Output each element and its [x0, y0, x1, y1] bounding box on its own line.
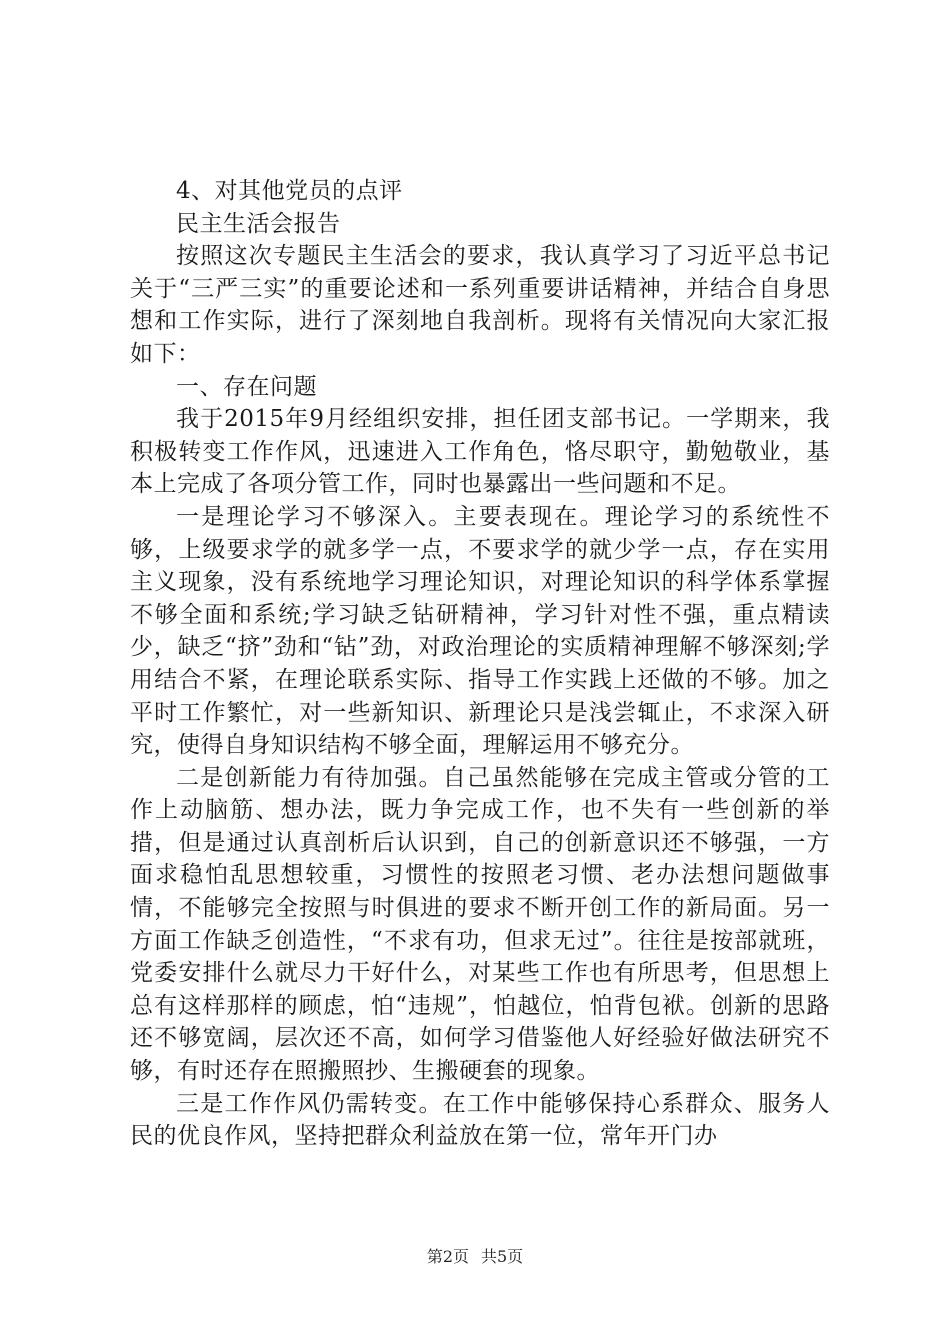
body-paragraph: 二是创新能力有待加强。自己虽然能够在完成主管或分管的工作上动脑筋、想办法，既力争完成工作，也不失有一些创新的举措，但是通过认真剖析后认识到，自己的创新意识还不够强，一方面求稳怕乱思想较重，习惯性的按照老习惯、老办法想问题做事情，不能够完全按照与时俱进的要求不断开创工作的新局面。另一方面工作缺乏创造性，“不求有功，但求无过”。往往是按部就班，党委安排什么就尽力干好什么，对某些工作也有所思考，但思想上总有这样那样的顾虑，怕“违规”，怕越位，怕背包袱。创新的思路还不够宽阔，层次还不高，如何学习借鉴他人好经验好做法研究不够，有时还存在照搬照抄、生搬硬套的现象。 — [130, 764, 830, 1085]
section-heading: 一、存在问题 — [176, 373, 317, 400]
body-paragraph: 我于2015年9月经组织安排，担任团支部书记。一学期来，我积极转变工作作风，迅速进入工作角色，恪尽职守，勤勉敬业，基本上完成了各项分管工作，同时也暴露出一些问题和不足。 — [130, 406, 830, 498]
page-total: 共5页 — [481, 1247, 524, 1266]
page-number: 第2页 — [426, 1247, 469, 1266]
report-title: 民主生活会报告 — [176, 210, 341, 237]
page-footer — [0, 1247, 950, 1267]
body-paragraph: 三是工作作风仍需转变。在工作中能够保持心系群众、服务人民的优良作风，坚持把群众利益放在第一位，常年开门办 — [130, 1090, 830, 1150]
document-body — [130, 175, 830, 1153]
list-item-heading: 4、对其他党员的点评 — [176, 178, 403, 204]
intro-paragraph: 按照这次专题民主生活会的要求，我认真学习了习近平总书记关于“三严三实”的重要论述和一系列重要讲话精神，并结合自身思想和工作实际，进行了深刻地自我剖析。现将有关情况向大家汇报如下： — [130, 243, 830, 367]
body-paragraph: 一是理论学习不够深入。主要表现在。理论学习的系统性不够，上级要求学的就多学一点，不要求学的就少学一点，存在实用主义现象，没有系统地学习理论知识，对理论知识的科学体系掌握不够全面和系统;学习缺乏钻研精神，学习针对性不强，重点精读少，缺乏“挤”劲和“钻”劲，对政治理论的实质精神理解不够深刻;学用结合不紧，在理论联系实际、指导工作实践上还做的不够。加之平时工作繁忙，对一些新知识、新理论只是浅尝辄止，不求深入研究，使得自身知识结构不够全面，理解运用不够充分。 — [130, 503, 830, 759]
